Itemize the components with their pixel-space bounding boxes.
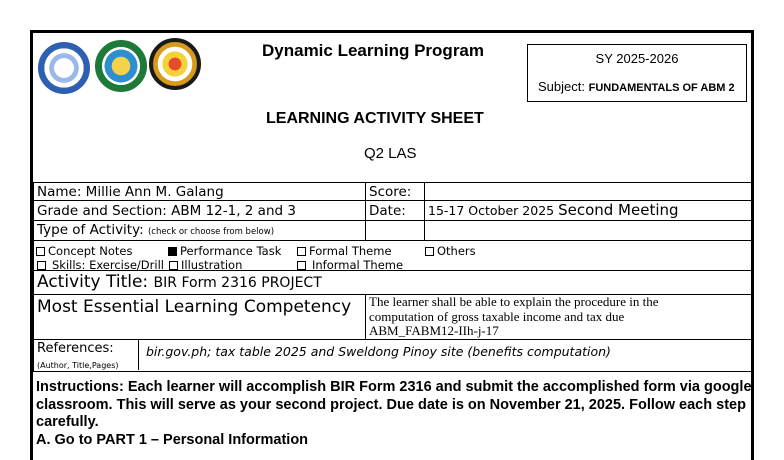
- competency-line-1: The learner shall be able to explain the procedure in the: [369, 294, 659, 309]
- option-label: Concept Notes: [48, 244, 133, 258]
- references-label: References:: [37, 340, 114, 356]
- date-value: 15-17 October 2025: [428, 203, 559, 218]
- option-skills-drill[interactable]: [37, 258, 164, 272]
- grade-section-cell: Grade and Section: ABM 12-1, 2 and 3: [34, 201, 366, 221]
- activity-title-label: Activity Title:: [37, 272, 154, 292]
- instructions-line-3: carefully.: [36, 414, 99, 430]
- sheet-title: LEARNING ACTIVITY SHEET: [266, 110, 484, 127]
- option-formal-theme[interactable]: [297, 244, 392, 258]
- date-field[interactable]: [425, 201, 752, 221]
- checkbox-icon[interactable]: [37, 261, 46, 270]
- checked-checkbox-icon[interactable]: [168, 247, 177, 256]
- references-label-box: [34, 340, 139, 370]
- score-label: Score:: [366, 183, 425, 201]
- option-concept-notes[interactable]: [36, 244, 132, 258]
- option-label: Formal Theme: [309, 244, 392, 258]
- option-label: Performance Task: [180, 244, 282, 258]
- school-year: SY 2025-2026: [595, 51, 679, 66]
- competency-line-2: computation of gross taxable income and tax due: [369, 308, 625, 324]
- activity-type-hint: (check or choose from below): [147, 226, 275, 237]
- date-label: Date:: [366, 201, 425, 221]
- activity-type-cell: [34, 221, 366, 241]
- score-field[interactable]: [425, 183, 752, 201]
- competency-line-3: ABM_FABM12-IIh-j-17: [369, 323, 499, 338]
- empty-cell-1: [366, 221, 425, 241]
- checkbox-icon[interactable]: [297, 261, 306, 270]
- option-performance-task[interactable]: [168, 244, 281, 258]
- checkbox-icon[interactable]: [297, 247, 306, 256]
- checkbox-icon[interactable]: [425, 247, 434, 256]
- option-informal-theme[interactable]: [297, 258, 403, 272]
- quarter-label: Q2 LAS: [364, 145, 417, 162]
- school-year-box: [527, 44, 747, 102]
- subject-value: FUNDAMENTALS OF ABM 2: [588, 82, 735, 94]
- competency-text-cell: [366, 295, 752, 340]
- school-logo-icon: [149, 38, 201, 90]
- references-hint: (Author, Title,Pages): [37, 360, 119, 370]
- subject-line: [538, 79, 735, 94]
- option-label: Skills: Exercise/Drill: [52, 258, 164, 272]
- instructions-block: [36, 379, 752, 449]
- references-value: bir.gov.ph; tax table 2025 and Sweldong Pinoy site (benefits computation): [146, 343, 611, 359]
- instructions-line-1: Instructions: Each learner will accomplish BIR Form 2316 and submit the accomplished form via google: [36, 379, 752, 395]
- checkbox-icon[interactable]: [169, 261, 178, 270]
- option-others[interactable]: [425, 244, 476, 258]
- deped-seal-icon: [38, 42, 90, 94]
- activity-title-value: BIR Form 2316 PROJECT: [153, 275, 322, 291]
- empty-cell-2: [425, 221, 752, 241]
- instructions-line-4: A. Go to PART 1 – Personal Information: [36, 431, 309, 448]
- option-label: Illustration: [181, 258, 243, 272]
- instructions-line-2: classroom. This will serve as your second project. Due date is on November 21, 2025. Follow each step: [36, 396, 746, 413]
- subject-label: Subject:: [538, 79, 589, 94]
- activity-title-cell: [34, 271, 752, 295]
- references-cell: [34, 339, 752, 371]
- option-label: Informal Theme: [312, 258, 404, 272]
- info-table: [33, 182, 752, 372]
- school-division-seal-icon: [95, 40, 147, 92]
- competency-label: Most Essential Learning Competency: [34, 295, 366, 340]
- option-illustration[interactable]: [169, 258, 242, 272]
- name-cell: Name: Millie Ann M. Galang: [34, 183, 366, 201]
- activity-type-label: Type of Activity:: [37, 221, 148, 238]
- option-label: Others: [437, 244, 476, 258]
- checkbox-icon[interactable]: [36, 247, 45, 256]
- program-title: Dynamic Learning Program: [262, 41, 485, 60]
- meeting-value: Second Meeting: [558, 201, 679, 219]
